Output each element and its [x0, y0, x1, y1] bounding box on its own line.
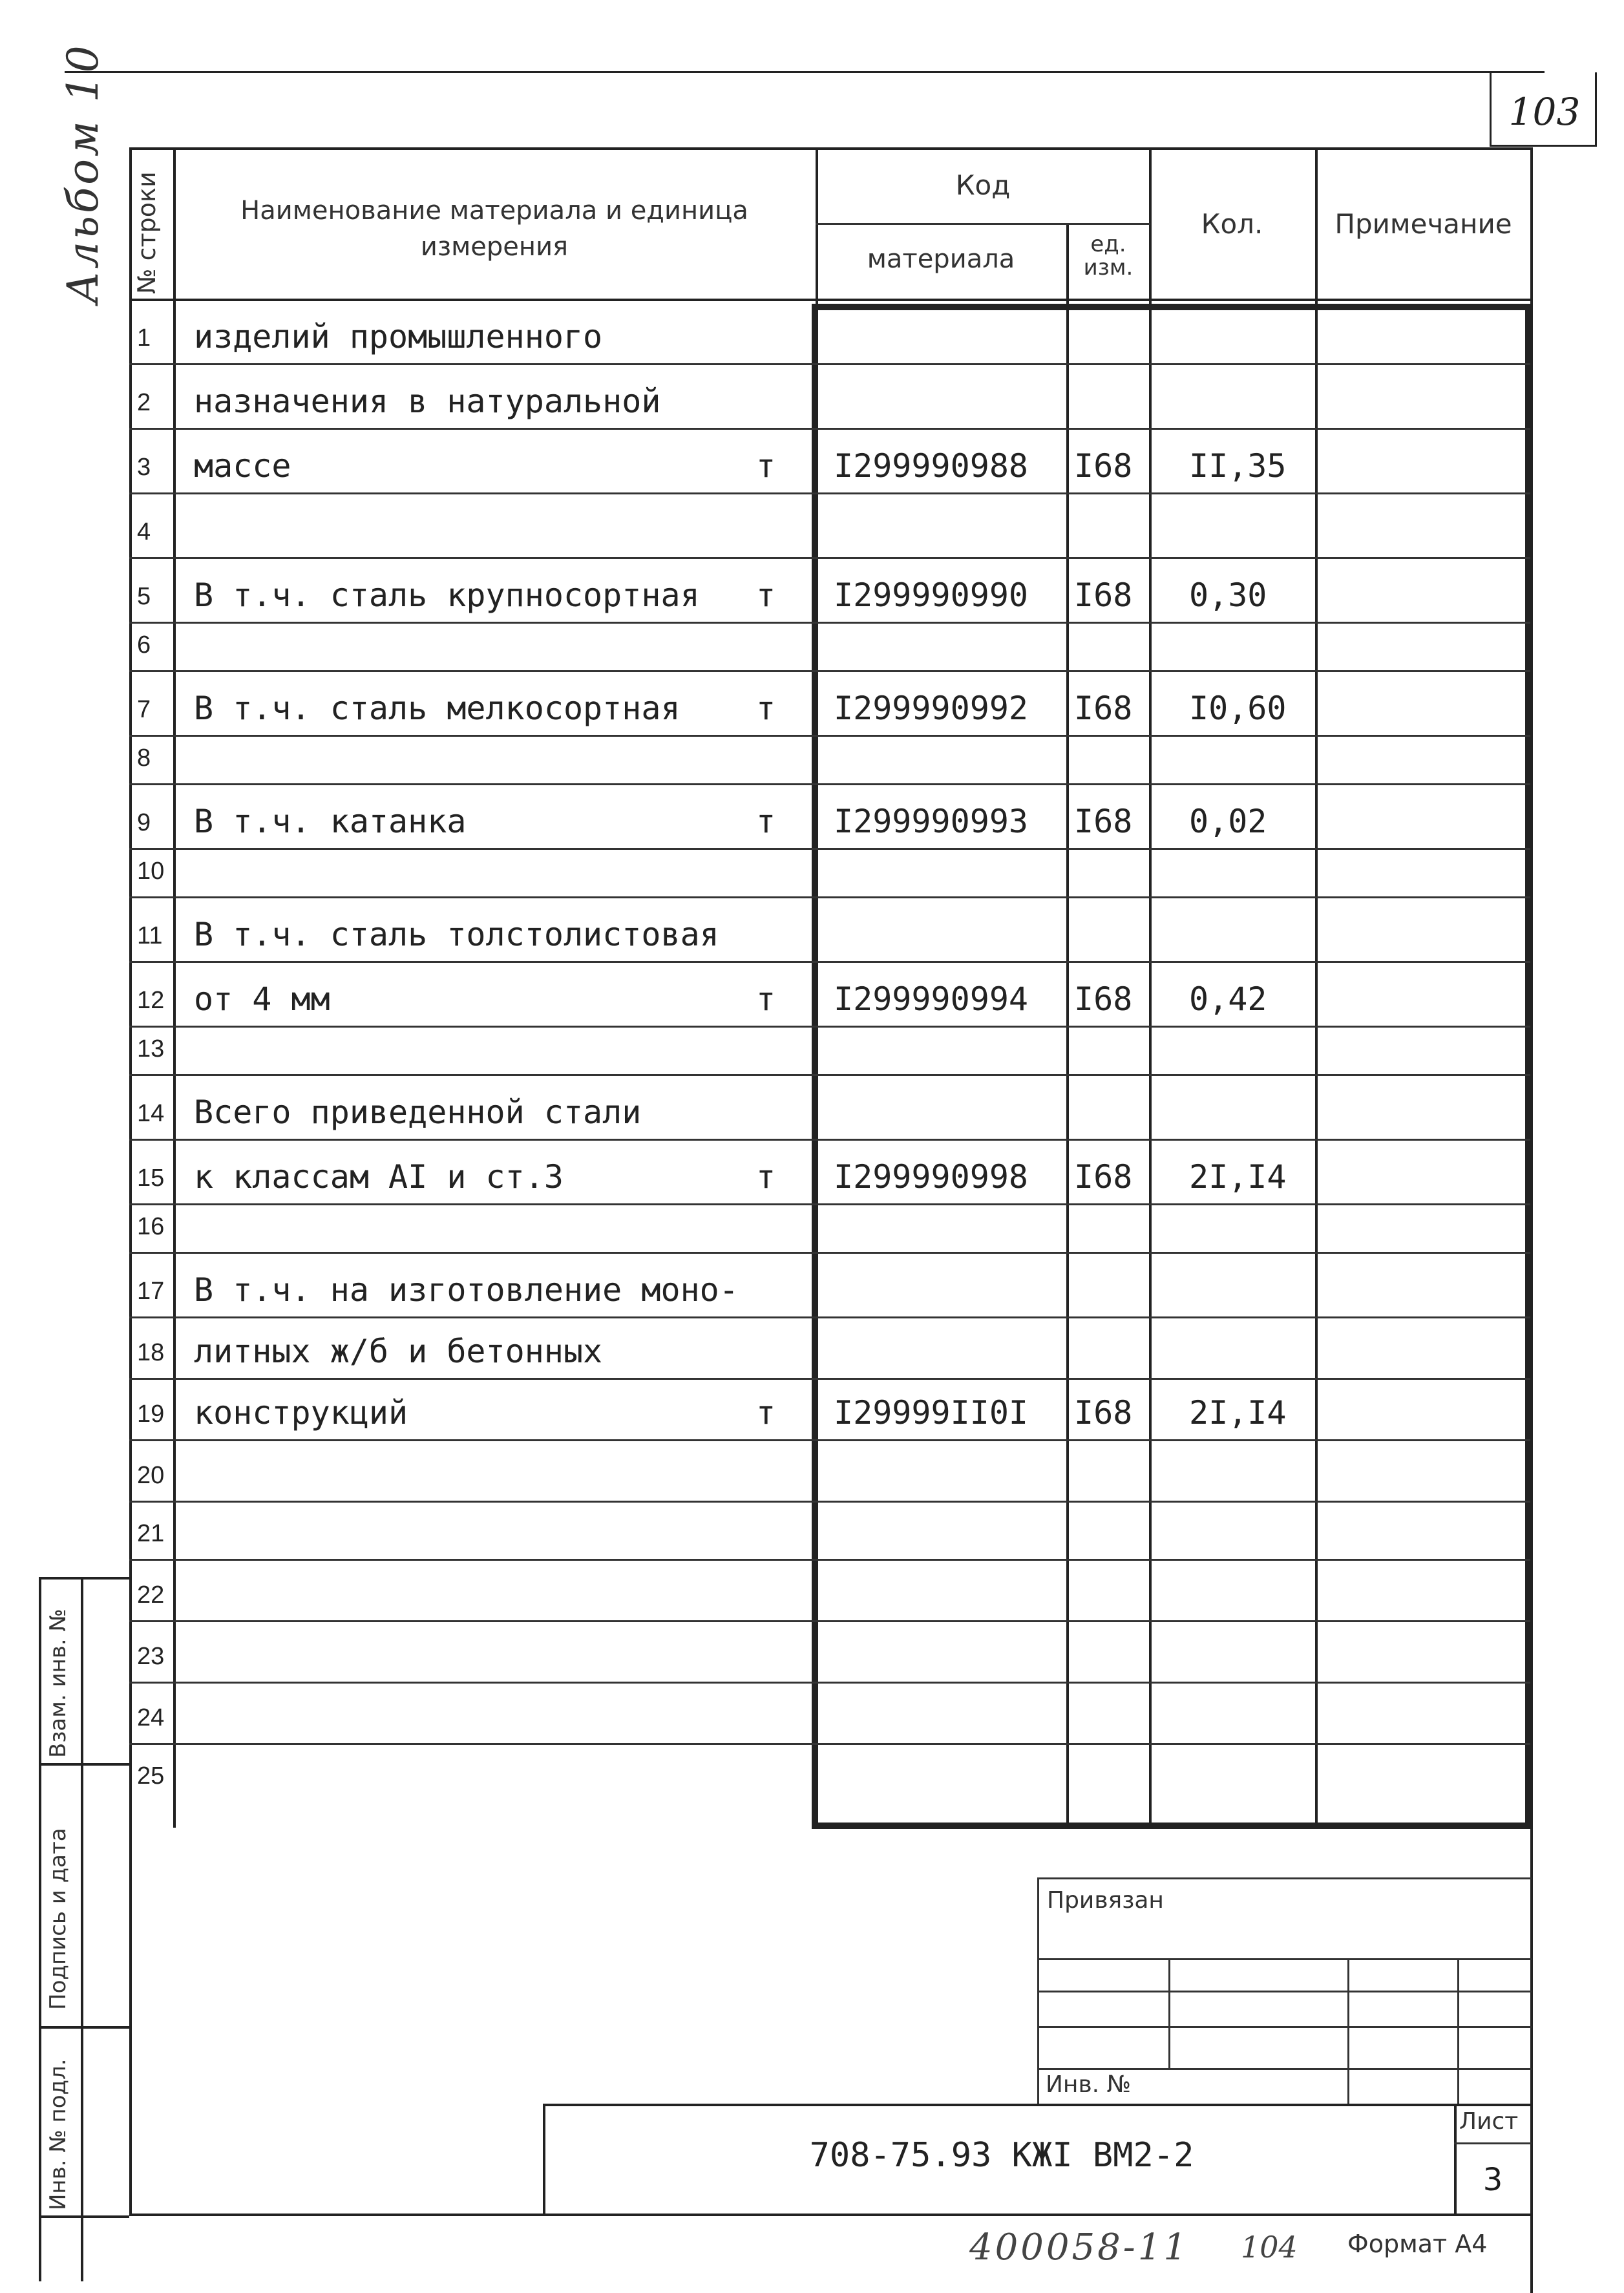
- row-divider: [129, 1620, 1530, 1622]
- side-stamp-mid: [81, 1577, 83, 2281]
- row-number: 10: [137, 858, 165, 885]
- header-code-unit: ед. изм.: [1083, 231, 1134, 280]
- header-row-number: № строки: [132, 171, 161, 294]
- side-stamp-div1: [39, 1763, 129, 1766]
- material-name: В т.ч. сталь мелкосортная: [194, 690, 680, 727]
- row-number: 11: [137, 922, 163, 949]
- row-divider: [129, 557, 1530, 559]
- header-code-material: материала: [867, 244, 1015, 274]
- handwritten-page: 104: [1241, 2230, 1298, 2265]
- row-number: 14: [137, 1100, 165, 1127]
- row-divider: [129, 848, 1530, 850]
- row-number: 22: [137, 1581, 165, 1609]
- data-block-bottom: [812, 1823, 1532, 1829]
- row-divider: [129, 1316, 1530, 1318]
- row-divider: [129, 363, 1530, 365]
- row-divider: [129, 1559, 1530, 1561]
- unit-code: I68: [1074, 1394, 1133, 1432]
- row-number: 7: [137, 696, 151, 723]
- header-code: Код: [955, 169, 1011, 201]
- unit: т: [756, 576, 776, 614]
- row-divider: [129, 622, 1530, 624]
- unit: т: [756, 980, 776, 1018]
- material-name: изделий промышленного: [194, 318, 603, 355]
- unit-code: I68: [1074, 447, 1133, 485]
- header-code-divider: [816, 223, 1150, 225]
- row-number: 17: [137, 1278, 165, 1305]
- row-number: 25: [137, 1762, 165, 1790]
- privyazan-col1: [1168, 1958, 1170, 2068]
- material-name: литных ж/б и бетонных: [194, 1333, 603, 1370]
- header-material-name: Наименование материала и единица измерения: [240, 196, 748, 262]
- sheet-number: 3: [1482, 2162, 1503, 2198]
- row-divider: [129, 1203, 1530, 1205]
- frame-top: [129, 147, 1533, 150]
- quantity: 0,42: [1189, 980, 1267, 1018]
- row-divider: [129, 492, 1530, 494]
- format-label: Формат А4: [1347, 2230, 1488, 2258]
- material-code: I299990988: [834, 447, 1029, 485]
- title-block-sheet-divider: [1454, 2104, 1457, 2215]
- material-name: В т.ч. катанка: [194, 803, 467, 840]
- row-number: 21: [137, 1520, 165, 1547]
- frame-bottom: [129, 2214, 1533, 2216]
- unit-code: I68: [1074, 576, 1133, 614]
- title-block-sheet-line: [1454, 2142, 1532, 2144]
- unit: т: [756, 1394, 776, 1432]
- material-name: назначения в натуральной: [194, 383, 661, 420]
- row-number: 9: [137, 809, 151, 836]
- material-name: В т.ч. сталь крупносортная: [194, 576, 700, 614]
- sheet-label: Лист: [1459, 2108, 1519, 2135]
- data-block-top: [816, 304, 1533, 310]
- inv-no-label: Инв. №: [1046, 2071, 1132, 2098]
- material-name: В т.ч. сталь толстолистовая: [194, 916, 719, 953]
- side-stamp-bottom: [39, 2215, 129, 2218]
- unit-code: I68: [1074, 1158, 1133, 1196]
- podpis-data-label: Подпись и дата: [45, 1828, 71, 2010]
- row-divider: [129, 670, 1530, 672]
- side-stamp-top: [39, 1577, 129, 1580]
- quantity: 0,02: [1189, 803, 1267, 840]
- unit: т: [756, 690, 776, 727]
- header-col-unitcode: [1066, 223, 1069, 1826]
- quantity: 2I,I4: [1189, 1158, 1287, 1196]
- header-col-rownum: [173, 147, 176, 1828]
- row-number: 24: [137, 1704, 165, 1731]
- row-divider: [129, 1439, 1530, 1441]
- row-divider: [129, 1501, 1530, 1503]
- row-number: 18: [137, 1339, 165, 1366]
- material-name: от 4 мм: [194, 980, 330, 1018]
- header-bottom: [129, 299, 1533, 301]
- row-number: 19: [137, 1400, 165, 1428]
- material-name: конструкций: [194, 1394, 408, 1432]
- row-divider: [129, 735, 1530, 737]
- unit: т: [756, 803, 776, 840]
- material-code: I299990994: [834, 980, 1029, 1018]
- privyazan-col2: [1347, 1958, 1349, 2104]
- inv-podl-label: Инв. № подл.: [45, 2058, 71, 2210]
- data-block-left: [812, 304, 818, 1829]
- row-number: 2: [137, 389, 151, 416]
- header-col-note: [1315, 147, 1318, 1828]
- document-code: 708-75.93 КЖI ВМ2-2: [809, 2136, 1194, 2175]
- row-divider: [129, 1378, 1530, 1380]
- quantity: 0,30: [1189, 576, 1267, 614]
- material-code: I29999II0I: [834, 1394, 1029, 1432]
- row-divider: [129, 1682, 1530, 1684]
- privyazan-label: Привязан: [1047, 1887, 1164, 1914]
- material-name: к классам АI и ст.3: [194, 1158, 564, 1196]
- frame-left: [129, 147, 132, 2215]
- privyazan-top: [1037, 1877, 1532, 1879]
- page-number-box-left: [1490, 72, 1492, 145]
- row-divider: [129, 1139, 1530, 1141]
- material-code: I299990992: [834, 690, 1029, 727]
- top-rule: [65, 71, 1545, 73]
- data-block-right: [1525, 304, 1532, 1829]
- row-divider: [129, 1743, 1530, 1745]
- unit-code: I68: [1074, 690, 1133, 727]
- row-divider: [129, 961, 1530, 963]
- row-number: 15: [137, 1165, 165, 1192]
- quantity: II,35: [1189, 447, 1287, 485]
- row-number: 4: [137, 518, 151, 545]
- side-stamp-left: [39, 1577, 41, 2281]
- album-label: Альбом 10: [58, 43, 108, 304]
- row-number: 12: [137, 987, 165, 1014]
- material-name: массе: [194, 447, 291, 485]
- row-number: 20: [137, 1462, 165, 1489]
- material-name: В т.ч. на изготовление моно-: [194, 1271, 739, 1309]
- vzam-inv-label: Взам. инв. №: [45, 1609, 71, 1758]
- unit-code: I68: [1074, 803, 1133, 840]
- unit: т: [756, 447, 776, 485]
- row-number: 6: [137, 631, 151, 659]
- row-divider: [129, 896, 1530, 898]
- row-number: 1: [137, 324, 151, 352]
- material-code: I299990998: [834, 1158, 1029, 1196]
- material-code: I299990993: [834, 803, 1029, 840]
- unit-code: I68: [1074, 980, 1133, 1018]
- row-divider: [129, 428, 1530, 430]
- row-number: 16: [137, 1213, 165, 1240]
- row-divider: [129, 1252, 1530, 1254]
- quantity: 2I,I4: [1189, 1394, 1287, 1432]
- row-number: 13: [137, 1035, 165, 1062]
- title-block-left: [543, 2104, 545, 2215]
- header-col-qty: [1149, 147, 1152, 1828]
- row-number: 3: [137, 454, 151, 481]
- row-divider: [129, 1026, 1530, 1028]
- row-number: 23: [137, 1643, 165, 1670]
- quantity: I0,60: [1189, 690, 1287, 727]
- row-divider: [129, 783, 1530, 785]
- unit: т: [756, 1158, 776, 1196]
- header-note: Примечание: [1334, 208, 1512, 240]
- privyazan-col3: [1457, 1958, 1459, 2104]
- row-number: 8: [137, 745, 151, 772]
- side-stamp-div2: [39, 2026, 129, 2029]
- material-name: Всего приведенной стали: [194, 1094, 642, 1131]
- row-number: 5: [137, 583, 151, 610]
- page-number: 103: [1508, 90, 1581, 134]
- row-divider: [129, 1074, 1530, 1076]
- handwritten-ref: 400058-11: [969, 2226, 1189, 2268]
- title-block-top: [543, 2104, 1532, 2106]
- header-quantity: Кол.: [1201, 208, 1263, 240]
- material-code: I299990990: [834, 576, 1029, 614]
